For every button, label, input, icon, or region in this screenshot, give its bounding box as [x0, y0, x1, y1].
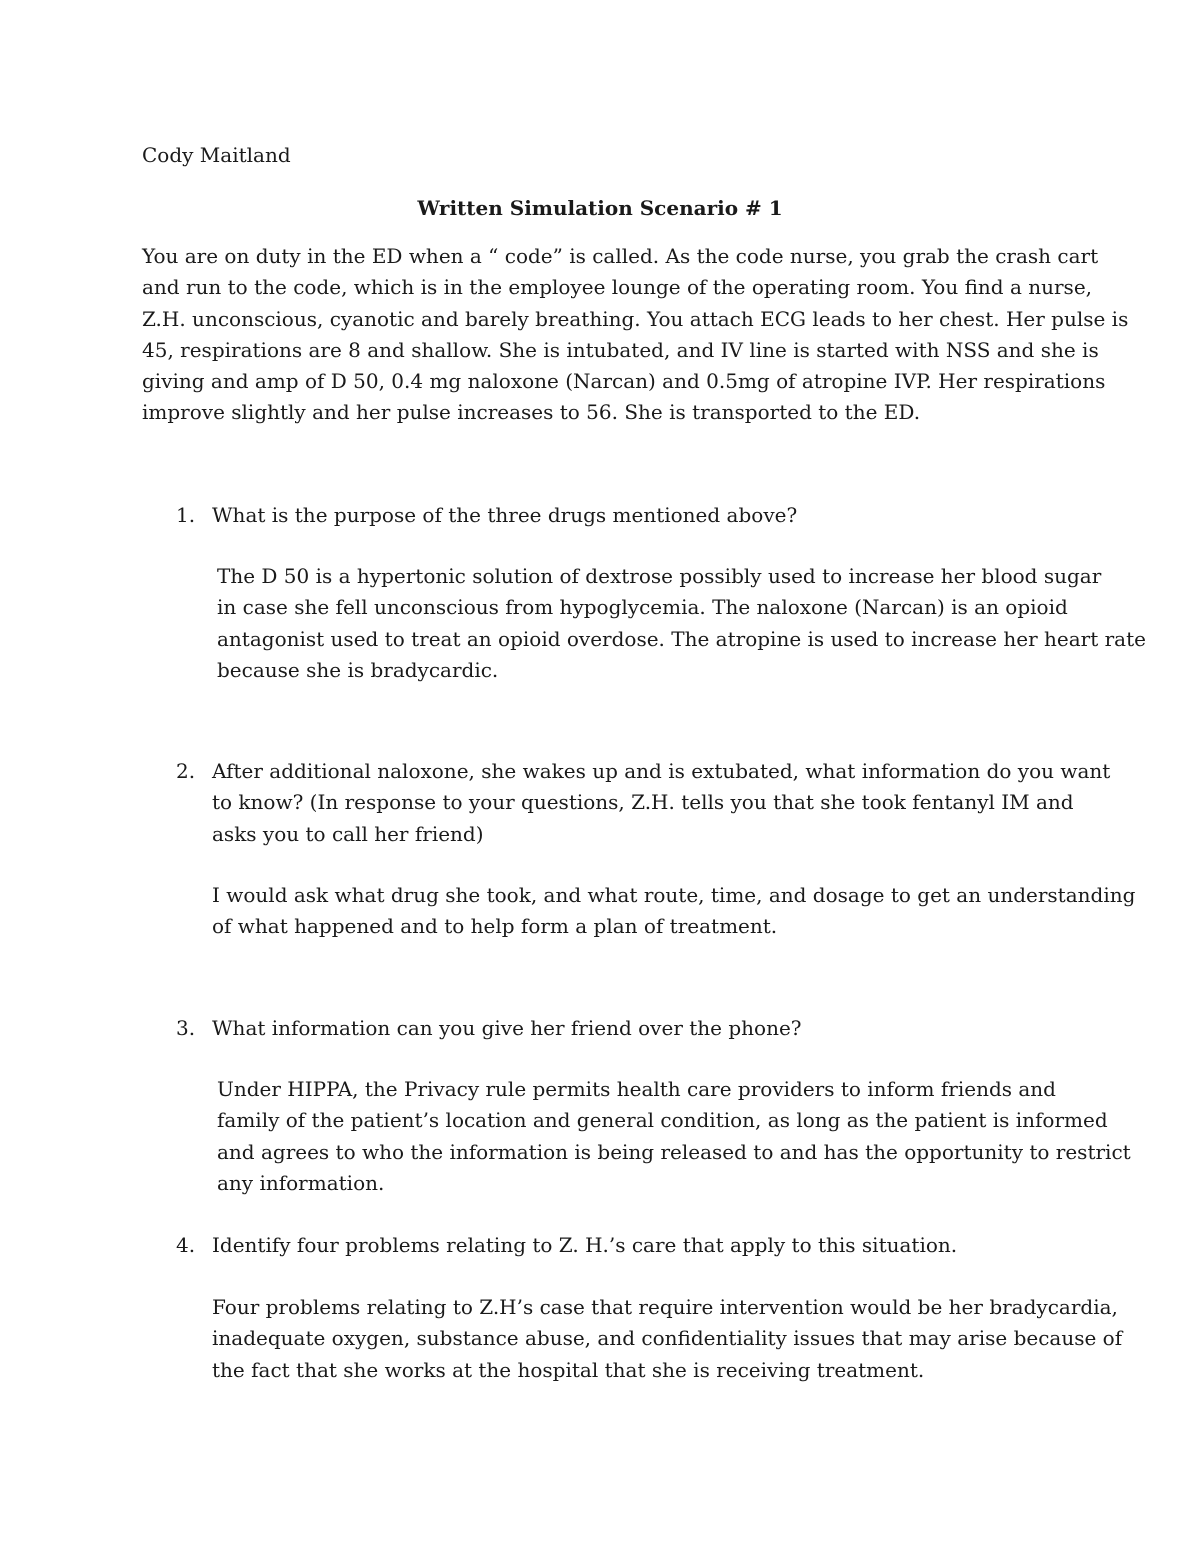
question-line: After additional naloxone, she wakes up and is extubated, what information do you want [212, 759, 1111, 783]
question-number: 3. [176, 1016, 196, 1040]
question-number: 1. [176, 503, 196, 527]
scenario-line: improve slightly and her pulse increases to 56. She is transported to the ED. [142, 400, 921, 425]
question-text [212, 1013, 1112, 1044]
question-text [212, 1230, 1112, 1261]
scenario-line: and run to the code, which is in the employee lounge of the operating room. You find a nurse, [142, 275, 1093, 300]
question-number: 4. [176, 1233, 196, 1257]
answer-line: and agrees to who the information is being released to and has the opportunity to restrict [217, 1139, 1131, 1164]
answer-2 [212, 880, 1135, 943]
answer-1 [217, 561, 1146, 686]
answer-line: Under HIPPA, the Privacy rule permits health care providers to inform friends and [217, 1077, 1056, 1101]
answer-line: because she is bradycardic. [217, 657, 499, 682]
answer-line: in case she fell unconscious from hypoglycemia. The naloxone (Narcan) is an opioid [217, 595, 1068, 620]
scenario-line: Z.H. unconscious, cyanotic and barely breathing. You attach ECG leads to her chest. Her pulse is [142, 306, 1129, 331]
scenario-line: You are on duty in the ED when a “ code” is called. As the code nurse, you grab the crash cart [142, 244, 1099, 268]
question-number: 2. [176, 759, 196, 783]
answer-line: The D 50 is a hypertonic solution of dextrose possibly used to increase her blood sugar [217, 564, 1102, 588]
question-line: to know? (In response to your questions, Z.H. tells you that she took fentanyl IM and [212, 790, 1074, 815]
question-line: asks you to call her friend) [212, 821, 484, 846]
answer-line: family of the patient’s location and general condition, as long as the patient is informed [217, 1108, 1108, 1133]
scenario-line: 45, respirations are 8 and shallow. She is intubated, and IV line is started with NSS and she is [142, 337, 1099, 362]
answer-3 [217, 1074, 1131, 1199]
scenario-paragraph [142, 241, 1129, 429]
answer-line: inadequate oxygen, substance abuse, and confidentiality issues that may arise because of [212, 1326, 1123, 1351]
document-title: Written Simulation Scenario # 1 [417, 196, 783, 220]
scenario-line: giving and amp of D 50, 0.4 mg naloxone (Narcan) and 0.5mg of atropine IVP. Her respirations [142, 369, 1106, 394]
answer-line: the fact that she works at the hospital that she is receiving treatment. [212, 1357, 925, 1382]
answer-line: I would ask what drug she took, and what route, time, and dosage to get an understanding [212, 883, 1136, 907]
question-text [212, 756, 1112, 850]
answer-4 [212, 1292, 1122, 1386]
answer-line: antagonist used to treat an opioid overdose. The atropine is used to increase her heart rate [217, 626, 1146, 651]
answer-line: Four problems relating to Z.H’s case that require intervention would be her bradycardia, [212, 1295, 1118, 1319]
question-text [212, 500, 1112, 531]
question-line: What information can you give her friend over the phone? [212, 1016, 802, 1040]
question-line: What is the purpose of the three drugs mentioned above? [212, 503, 798, 527]
author-name: Cody Maitland [142, 143, 291, 167]
question-line: Identify four problems relating to Z. H.’s care that apply to this situation. [212, 1233, 958, 1257]
answer-line: of what happened and to help form a plan of treatment. [212, 914, 778, 939]
answer-line: any information. [217, 1170, 385, 1195]
